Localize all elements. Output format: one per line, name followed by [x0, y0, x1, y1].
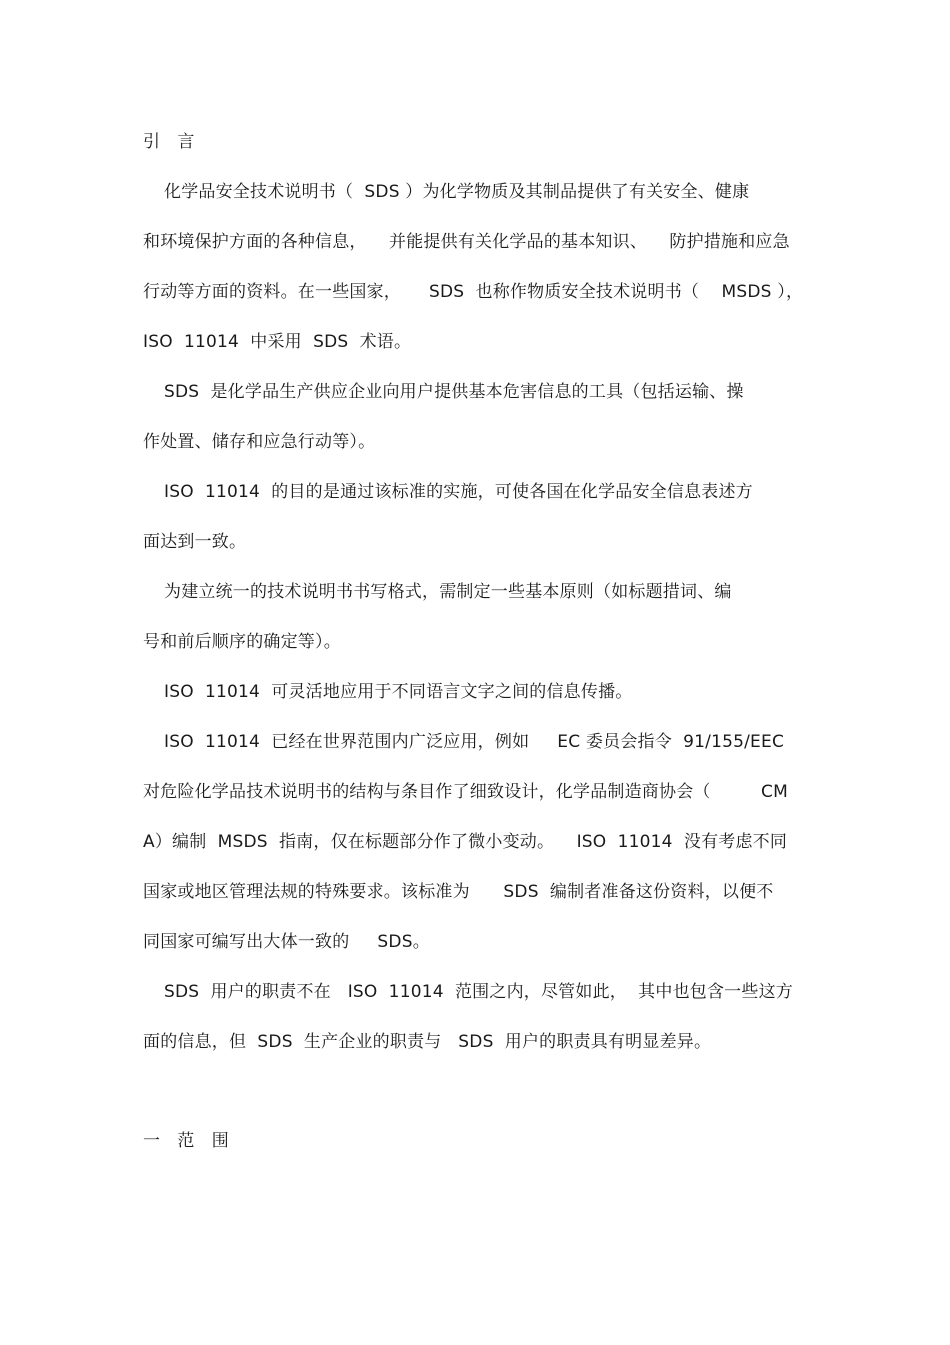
paragraph-4-line-2: 号和前后顺序的确定等）。 [143, 632, 341, 652]
paragraph-1-line-4: ISO 11014 中采用 SDS 术语。 [143, 332, 412, 352]
paragraph-2-line-2: 作处置、储存和应急行动等）。 [143, 432, 376, 452]
paragraph-1-line-1: 化学品安全技术说明书（ SDS ）为化学物质及其制品提供了有关安全、健康 [164, 182, 750, 202]
intro-heading: 引 言 [143, 132, 201, 152]
paragraph-6-line-2: 对危险化学品技术说明书的结构与条目作了细致设计，化学品制造商协会（ CM [143, 782, 788, 802]
paragraph-2-line-1: SDS 是化学品生产供应企业向用户提供基本危害信息的工具（包括运输、操 [164, 382, 744, 402]
paragraph-3-line-2: 面达到一致。 [143, 532, 247, 552]
paragraph-6-line-3: A）编制 MSDS 指南，仅在标题部分作了微小变动。 ISO 11014 没有考虑不同 [143, 832, 788, 852]
paragraph-7-line-2: 面的信息，但 SDS 生产企业的职责与 SDS 用户的职责具有明显差异。 [143, 1032, 712, 1052]
paragraph-3-line-1: ISO 11014 的目的是通过该标准的实施，可使各国在化学品安全信息表述方 [164, 482, 753, 502]
paragraph-6-line-4: 国家或地区管理法规的特殊要求。该标准为 SDS 编制者准备这份资料，以便不 [143, 882, 774, 902]
paragraph-5-line-1: ISO 11014 可灵活地应用于不同语言文字之间的信息传播。 [164, 682, 633, 702]
paragraph-1-line-2: 和环境保护方面的各种信息， 并能提供有关化学品的基本知识、 防护措施和应急 [143, 232, 790, 252]
paragraph-6-line-1: ISO 11014 已经在世界范围内广泛应用，例如 EC 委员会指令 91/155/EEC [164, 732, 785, 752]
scope-heading: 一 范 围 [143, 1131, 235, 1151]
paragraph-4-line-1: 为建立统一的技术说明书书写格式，需制定一些基本原则（如标题措词、编 [164, 582, 732, 602]
paragraph-6-line-5: 同国家可编写出大体一致的 SDS。 [143, 932, 430, 952]
paragraph-1-line-3: 行动等方面的资料。在一些国家， SDS 也称作物质安全技术说明书（ MSDS ）， [143, 282, 804, 302]
paragraph-7-line-1: SDS 用户的职责不在 ISO 11014 范围之内，尽管如此， 其中也包含一些这方 [164, 982, 793, 1002]
